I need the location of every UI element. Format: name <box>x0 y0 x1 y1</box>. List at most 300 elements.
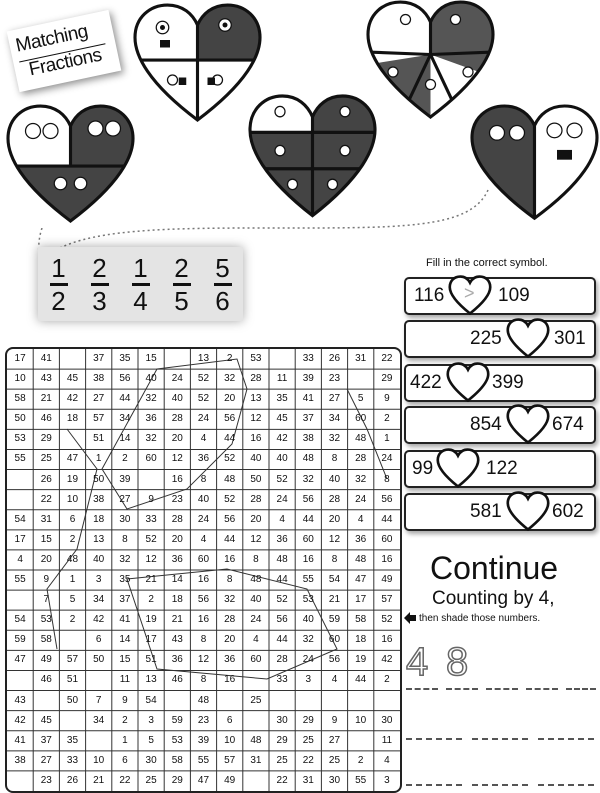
grid-cell[interactable]: 51 <box>145 654 157 666</box>
grid-cell[interactable]: 57 <box>381 594 393 606</box>
grid-cell[interactable]: 25 <box>276 754 288 766</box>
grid-cell[interactable]: 12 <box>328 533 341 545</box>
grid-cell[interactable]: 33 <box>276 674 288 686</box>
grid-cell[interactable]: 49 <box>224 774 236 786</box>
grid-cell[interactable]: 60 <box>355 413 367 425</box>
grid-cell[interactable]: 45 <box>40 714 52 726</box>
grid-cell[interactable]: 4 <box>279 513 285 525</box>
grid-cell[interactable]: 32 <box>328 433 341 445</box>
grid-cell[interactable]: 16 <box>224 674 236 686</box>
grid-cell[interactable]: 10 <box>14 373 26 385</box>
grid-cell[interactable]: 10 <box>93 754 105 766</box>
grid-cell[interactable]: 8 <box>200 674 207 686</box>
grid-cell[interactable]: 16 <box>250 433 262 445</box>
grid-cell[interactable]: 1 <box>69 574 76 585</box>
grid-cell[interactable]: 22 <box>381 353 393 364</box>
grid-cell[interactable]: 16 <box>381 634 393 646</box>
grid-cell[interactable]: 58 <box>40 634 52 646</box>
grid-cell[interactable]: 44 <box>224 533 236 545</box>
grid-cell[interactable]: 2 <box>357 754 364 766</box>
grid-cell[interactable]: 11 <box>276 373 288 385</box>
grid-cell[interactable]: 52 <box>381 614 393 626</box>
grid-cell[interactable]: 14 <box>119 634 131 646</box>
grid-cell[interactable]: 28 <box>224 614 236 626</box>
grid-cell[interactable]: 25 <box>328 754 341 766</box>
grid-cell[interactable]: 56 <box>302 493 314 505</box>
grid-cell[interactable]: 23 <box>328 373 341 385</box>
grid-cell[interactable]: 33 <box>66 754 79 766</box>
grid-cell[interactable]: 19 <box>355 654 367 666</box>
grid-cell[interactable]: 34 <box>328 413 341 425</box>
grid-cell[interactable]: 32 <box>224 594 236 606</box>
compare-heart-2[interactable] <box>506 316 550 360</box>
grid-cell[interactable]: 28 <box>250 373 262 385</box>
grid-cell[interactable]: 16 <box>302 553 314 565</box>
grid-cell[interactable]: 1 <box>384 433 390 445</box>
grid-cell[interactable]: 19 <box>66 473 79 485</box>
grid-cell[interactable]: 8 <box>122 533 128 545</box>
grid-cell[interactable]: 28 <box>171 413 183 425</box>
grid-cell[interactable]: 18 <box>355 634 367 646</box>
grid-cell[interactable]: 48 <box>355 553 367 565</box>
grid-cell[interactable]: 53 <box>302 594 314 606</box>
grid-cell[interactable]: 15 <box>40 533 52 545</box>
grid-cell[interactable]: 8 <box>384 473 390 485</box>
grid-cell[interactable]: 57 <box>93 413 105 425</box>
grid-cell[interactable]: 24 <box>381 453 393 465</box>
grid-cell[interactable]: 16 <box>224 553 236 565</box>
grid-cell[interactable]: 20 <box>171 533 183 545</box>
grid-cell[interactable]: 21 <box>40 393 52 405</box>
grid-cell[interactable]: 36 <box>224 654 236 666</box>
grid-cell[interactable]: 32 <box>145 433 157 445</box>
grid-cell[interactable]: 3 <box>305 674 312 686</box>
grid-cell[interactable]: 28 <box>276 654 288 666</box>
grid-cell[interactable]: 48 <box>224 473 236 485</box>
grid-cell[interactable]: 8 <box>200 473 207 485</box>
grid-cell[interactable]: 36 <box>197 453 210 465</box>
grid-cell[interactable]: 58 <box>355 614 367 626</box>
grid-cell[interactable]: 50 <box>250 473 262 485</box>
grid-cell[interactable]: 32 <box>224 373 236 385</box>
grid-cell[interactable]: 30 <box>145 754 157 766</box>
grid-cell[interactable]: 33 <box>302 353 314 364</box>
grid-cell[interactable]: 37 <box>302 413 314 425</box>
grid-cell[interactable]: 17 <box>14 533 26 545</box>
grid-cell[interactable]: 48 <box>66 553 79 565</box>
grid-cell[interactable]: 54 <box>145 694 157 706</box>
grid-cell[interactable]: 39 <box>197 734 210 746</box>
grid-cell[interactable]: 21 <box>93 774 105 786</box>
grid-cell[interactable]: 50 <box>66 694 79 706</box>
grid-cell[interactable]: 56 <box>381 493 393 505</box>
grid-cell[interactable]: 20 <box>224 393 236 405</box>
compare-heart-5[interactable] <box>436 446 480 490</box>
answer-blank[interactable] <box>472 738 528 740</box>
grid-cell[interactable]: 2 <box>69 614 76 626</box>
grid-cell[interactable]: 51 <box>93 433 105 445</box>
grid-cell[interactable]: 11 <box>381 734 393 746</box>
grid-cell[interactable]: 14 <box>119 433 131 445</box>
grid-cell[interactable]: 8 <box>226 574 233 585</box>
grid-cell[interactable]: 46 <box>171 674 183 686</box>
grid-cell[interactable]: 8 <box>331 453 338 465</box>
grid-cell[interactable]: 6 <box>95 634 102 646</box>
grid-cell[interactable]: 34 <box>93 714 105 726</box>
grid-cell[interactable]: 40 <box>276 453 288 465</box>
grid-cell[interactable]: 25 <box>40 453 52 465</box>
grid-cell[interactable]: 13 <box>93 533 105 545</box>
grid-cell[interactable]: 9 <box>384 393 390 405</box>
grid-cell[interactable]: 36 <box>171 654 183 666</box>
grid-cell[interactable]: 4 <box>200 533 207 545</box>
grid-cell[interactable]: 4 <box>17 553 23 565</box>
grid-cell[interactable]: 24 <box>355 493 367 505</box>
grid-cell[interactable]: 43 <box>40 373 52 385</box>
grid-cell[interactable]: 21 <box>171 614 183 626</box>
grid-cell[interactable]: 44 <box>276 574 288 585</box>
grid-cell[interactable]: 16 <box>197 614 210 626</box>
grid-cell[interactable]: 60 <box>328 634 341 646</box>
grid-cell[interactable]: 29 <box>171 774 183 786</box>
grid-cell[interactable]: 60 <box>250 654 262 666</box>
grid-cell[interactable]: 30 <box>381 714 393 726</box>
grid-cell[interactable]: 39 <box>302 373 314 385</box>
grid-cell[interactable]: 30 <box>328 774 341 786</box>
grid-cell[interactable]: 31 <box>250 754 262 766</box>
grid-cell[interactable]: 24 <box>250 614 262 626</box>
grid-cell[interactable]: 55 <box>302 574 314 585</box>
grid-cell[interactable]: 9 <box>122 694 128 706</box>
grid-cell[interactable]: 14 <box>171 574 183 585</box>
grid-cell[interactable]: 36 <box>276 533 288 545</box>
grid-cell[interactable]: 43 <box>14 694 26 706</box>
grid-cell[interactable]: 24 <box>197 413 210 425</box>
grid-cell[interactable]: 27 <box>93 393 105 405</box>
answer-blank[interactable] <box>406 784 462 786</box>
grid-cell[interactable]: 60 <box>302 533 314 545</box>
grid-cell[interactable]: 16 <box>381 553 393 565</box>
grid-cell[interactable]: 52 <box>197 373 210 385</box>
grid-cell[interactable]: 2 <box>122 714 128 726</box>
grid-cell[interactable]: 18 <box>66 413 79 425</box>
grid-cell[interactable]: 26 <box>40 473 52 485</box>
compare-heart-6[interactable] <box>506 489 550 533</box>
grid-cell[interactable]: 31 <box>302 774 314 786</box>
grid-cell[interactable]: 40 <box>171 393 183 405</box>
grid-cell[interactable]: 53 <box>14 433 26 445</box>
grid-cell[interactable]: 30 <box>276 714 288 726</box>
grid-cell[interactable]: 42 <box>66 393 79 405</box>
grid-cell[interactable]: 12 <box>145 553 157 565</box>
grid-cell[interactable]: 56 <box>119 373 131 385</box>
grid-cell[interactable]: 58 <box>14 393 26 405</box>
grid-cell[interactable]: 54 <box>14 513 26 525</box>
grid-cell[interactable]: 28 <box>171 513 183 525</box>
grid-cell[interactable]: 7 <box>95 694 102 706</box>
grid-cell[interactable]: 29 <box>302 714 314 726</box>
grid-cell[interactable]: 20 <box>40 553 52 565</box>
grid-cell[interactable]: 58 <box>171 754 183 766</box>
grid-cell[interactable]: 59 <box>171 714 183 726</box>
grid-cell[interactable]: 31 <box>40 513 52 525</box>
grid-cell[interactable]: 1 <box>95 453 102 465</box>
grid-cell[interactable]: 52 <box>224 453 236 465</box>
grid-cell[interactable]: 42 <box>93 614 105 626</box>
grid-cell[interactable]: 28 <box>250 493 262 505</box>
grid-cell[interactable]: 27 <box>40 754 52 766</box>
grid-cell[interactable]: 53 <box>250 353 262 364</box>
grid-cell[interactable]: 35 <box>119 574 131 585</box>
grid-cell[interactable]: 13 <box>250 393 262 405</box>
grid-cell[interactable]: 40 <box>328 473 341 485</box>
grid-cell[interactable]: 12 <box>250 413 262 425</box>
grid-cell[interactable]: 31 <box>355 353 367 364</box>
grid-cell[interactable]: 1 <box>122 734 128 746</box>
grid-cell[interactable]: 59 <box>14 634 26 646</box>
grid-cell[interactable]: 56 <box>328 654 341 666</box>
grid-cell[interactable]: 22 <box>302 754 314 766</box>
grid-cell[interactable]: 20 <box>250 513 262 525</box>
grid-cell[interactable]: 16 <box>197 574 210 585</box>
grid-cell[interactable]: 42 <box>381 654 393 666</box>
grid-cell[interactable]: 53 <box>40 614 52 626</box>
grid-cell[interactable]: 19 <box>145 614 157 626</box>
grid-cell[interactable]: 42 <box>276 433 288 445</box>
grid-cell[interactable]: 60 <box>197 553 210 565</box>
grid-cell[interactable]: 37 <box>119 594 131 606</box>
grid-cell[interactable]: 10 <box>224 734 236 746</box>
grid-cell[interactable]: 40 <box>250 453 262 465</box>
grid-cell[interactable]: 7 <box>43 594 50 606</box>
grid-cell[interactable]: 59 <box>328 614 341 626</box>
grid-cell[interactable]: 24 <box>197 513 210 525</box>
grid-cell[interactable]: 32 <box>302 634 314 646</box>
grid-cell[interactable]: 20 <box>171 433 183 445</box>
grid-cell[interactable]: 36 <box>171 553 183 565</box>
grid-cell[interactable]: 28 <box>328 493 341 505</box>
grid-cell[interactable]: 48 <box>250 574 262 585</box>
grid-cell[interactable]: 37 <box>40 734 52 746</box>
grid-cell[interactable]: 8 <box>200 634 207 646</box>
grid-cell[interactable]: 8 <box>253 553 259 565</box>
grid-cell[interactable]: 44 <box>119 393 131 405</box>
grid-cell[interactable]: 25 <box>302 734 314 746</box>
grid-cell[interactable]: 23 <box>40 774 52 786</box>
grid-cell[interactable]: 27 <box>328 734 341 746</box>
grid-cell[interactable]: 48 <box>302 453 314 465</box>
grid-cell[interactable]: 4 <box>253 634 259 646</box>
grid-cell[interactable]: 3 <box>148 714 154 726</box>
grid-cell[interactable]: 4 <box>200 433 207 445</box>
answer-blank[interactable] <box>446 688 478 690</box>
grid-cell[interactable]: 44 <box>355 674 367 686</box>
grid-cell[interactable]: 2 <box>384 674 390 686</box>
grid-cell[interactable]: 49 <box>381 574 393 585</box>
grid-cell[interactable]: 38 <box>302 433 314 445</box>
grid-cell[interactable]: 12 <box>171 453 183 465</box>
grid-cell[interactable]: 52 <box>197 393 210 405</box>
grid-cell[interactable]: 24 <box>171 373 183 385</box>
grid-cell[interactable]: 56 <box>224 513 236 525</box>
answer-blank[interactable] <box>406 738 462 740</box>
grid-cell[interactable]: 28 <box>355 453 367 465</box>
grid-cell[interactable]: 11 <box>119 674 131 686</box>
grid-cell[interactable]: 16 <box>171 473 183 485</box>
grid-cell[interactable]: 17 <box>14 353 26 364</box>
grid-cell[interactable]: 12 <box>197 654 210 666</box>
grid-cell[interactable]: 15 <box>119 654 131 666</box>
grid-cell[interactable]: 29 <box>381 373 393 385</box>
grid-cell[interactable]: 3 <box>384 774 390 786</box>
grid-cell[interactable]: 44 <box>224 433 236 445</box>
grid-cell[interactable]: 41 <box>302 393 314 405</box>
answer-blank[interactable] <box>538 738 594 740</box>
grid-cell[interactable]: 27 <box>119 493 131 505</box>
grid-cell[interactable]: 26 <box>328 353 341 364</box>
grid-cell[interactable]: 56 <box>224 413 236 425</box>
grid-cell[interactable]: 21 <box>328 594 341 606</box>
grid-cell[interactable]: 6 <box>226 714 233 726</box>
grid-cell[interactable]: 39 <box>119 473 131 485</box>
grid-cell[interactable]: 44 <box>302 513 314 525</box>
grid-cell[interactable]: 4 <box>357 513 364 525</box>
grid-cell[interactable]: 10 <box>355 714 367 726</box>
grid-cell[interactable]: 9 <box>43 574 50 585</box>
answer-blank[interactable] <box>406 688 438 690</box>
grid-cell[interactable]: 52 <box>145 533 157 545</box>
grid-cell[interactable]: 20 <box>224 634 236 646</box>
grid-cell[interactable]: 48 <box>276 553 288 565</box>
grid-cell[interactable]: 45 <box>66 373 79 385</box>
grid-cell[interactable]: 35 <box>66 734 79 746</box>
grid-cell[interactable]: 36 <box>355 533 367 545</box>
grid-cell[interactable]: 60 <box>145 453 157 465</box>
grid-cell[interactable]: 40 <box>197 493 210 505</box>
grid-cell[interactable]: 42 <box>14 714 26 726</box>
grid-cell[interactable]: 2 <box>69 533 76 545</box>
grid-cell[interactable]: 44 <box>381 513 393 525</box>
grid-cell[interactable]: 45 <box>276 413 288 425</box>
grid-cell[interactable]: 27 <box>328 393 341 405</box>
grid-cell[interactable]: 15 <box>145 353 157 364</box>
grid-cell[interactable]: 23 <box>197 714 210 726</box>
grid-cell[interactable]: 55 <box>197 754 210 766</box>
grid-cell[interactable]: 20 <box>328 513 341 525</box>
grid-cell[interactable]: 40 <box>302 614 314 626</box>
grid-cell[interactable]: 38 <box>93 493 105 505</box>
grid-cell[interactable]: 57 <box>66 654 79 666</box>
grid-cell[interactable]: 47 <box>14 654 26 666</box>
grid-cell[interactable]: 30 <box>119 513 131 525</box>
grid-cell[interactable]: 40 <box>93 553 105 565</box>
grid-cell[interactable]: 38 <box>14 754 26 766</box>
answer-blank[interactable] <box>486 688 518 690</box>
grid-cell[interactable]: 24 <box>302 654 314 666</box>
grid-cell[interactable]: 9 <box>331 714 338 726</box>
grid-cell[interactable]: 54 <box>14 614 26 626</box>
grid-cell[interactable]: 22 <box>40 493 52 505</box>
grid-cell[interactable]: 47 <box>355 574 367 585</box>
grid-cell[interactable]: 54 <box>328 574 341 585</box>
grid-cell[interactable]: 48 <box>355 433 367 445</box>
answer-blank[interactable] <box>538 784 594 786</box>
grid-cell[interactable]: 24 <box>276 493 288 505</box>
grid-cell[interactable]: 46 <box>40 413 52 425</box>
grid-cell[interactable]: 17 <box>145 634 157 646</box>
grid-cell[interactable]: 48 <box>250 734 262 746</box>
grid-cell[interactable]: 2 <box>148 594 154 606</box>
answer-blank[interactable] <box>526 688 558 690</box>
grid-cell[interactable]: 18 <box>93 513 105 525</box>
grid-cell[interactable]: 55 <box>355 774 367 786</box>
grid-cell[interactable]: 53 <box>171 734 183 746</box>
grid-cell[interactable]: 50 <box>93 654 105 666</box>
grid-cell[interactable]: 4 <box>384 754 390 766</box>
answer-blank[interactable] <box>566 688 596 690</box>
grid-cell[interactable]: 55 <box>14 574 26 585</box>
grid-cell[interactable]: 5 <box>148 734 154 746</box>
grid-cell[interactable]: 21 <box>145 574 157 585</box>
grid-cell[interactable]: 10 <box>66 493 79 505</box>
grid-cell[interactable]: 36 <box>145 413 157 425</box>
grid-cell[interactable]: 32 <box>302 473 314 485</box>
grid-cell[interactable]: 41 <box>119 614 131 626</box>
grid-cell[interactable]: 22 <box>276 774 288 786</box>
grid-cell[interactable]: 38 <box>93 373 105 385</box>
grid-cell[interactable]: 48 <box>197 694 210 706</box>
grid-cell[interactable]: 29 <box>40 433 52 445</box>
grid-cell[interactable]: 3 <box>95 574 102 585</box>
grid-cell[interactable]: 51 <box>66 674 79 686</box>
compare-heart-3[interactable] <box>446 360 490 404</box>
grid-cell[interactable]: 13 <box>145 674 157 686</box>
grid-cell[interactable]: 55 <box>14 453 26 465</box>
grid-cell[interactable]: 5 <box>357 393 364 405</box>
grid-cell[interactable]: 44 <box>276 634 288 646</box>
grid-cell[interactable]: 34 <box>119 413 131 425</box>
grid-cell[interactable]: 25 <box>145 774 157 786</box>
grid-cell[interactable]: 25 <box>250 694 262 706</box>
grid-cell[interactable]: 12 <box>250 533 262 545</box>
grid-cell[interactable]: 41 <box>14 734 26 746</box>
grid-cell[interactable]: 47 <box>197 774 210 786</box>
grid-cell[interactable]: 41 <box>40 353 52 364</box>
grid-cell[interactable]: 4 <box>331 674 338 686</box>
grid-cell[interactable]: 22 <box>119 774 131 786</box>
grid-cell[interactable]: 43 <box>171 634 183 646</box>
grid-cell[interactable]: 33 <box>145 513 157 525</box>
grid-cell[interactable]: 46 <box>40 674 52 686</box>
grid-cell[interactable]: 29 <box>276 734 288 746</box>
grid-cell[interactable]: 50 <box>14 413 26 425</box>
grid-cell[interactable]: 52 <box>276 473 288 485</box>
grid-cell[interactable]: 60 <box>381 533 393 545</box>
grid-cell[interactable]: 17 <box>355 594 367 606</box>
grid-cell[interactable]: 2 <box>122 453 128 465</box>
grid-cell[interactable]: 47 <box>66 453 79 465</box>
grid-cell[interactable]: 56 <box>276 614 288 626</box>
grid-cell[interactable]: 26 <box>66 774 79 786</box>
grid-cell[interactable]: 34 <box>93 594 105 606</box>
grid-cell[interactable]: 23 <box>171 493 183 505</box>
compare-heart-4[interactable] <box>506 402 550 446</box>
grid-cell[interactable]: 32 <box>145 393 157 405</box>
grid-cell[interactable]: 2 <box>226 353 233 364</box>
answer-blank[interactable] <box>472 784 528 786</box>
grid-cell[interactable]: 5 <box>69 594 76 606</box>
grid-cell[interactable]: 40 <box>250 594 262 606</box>
